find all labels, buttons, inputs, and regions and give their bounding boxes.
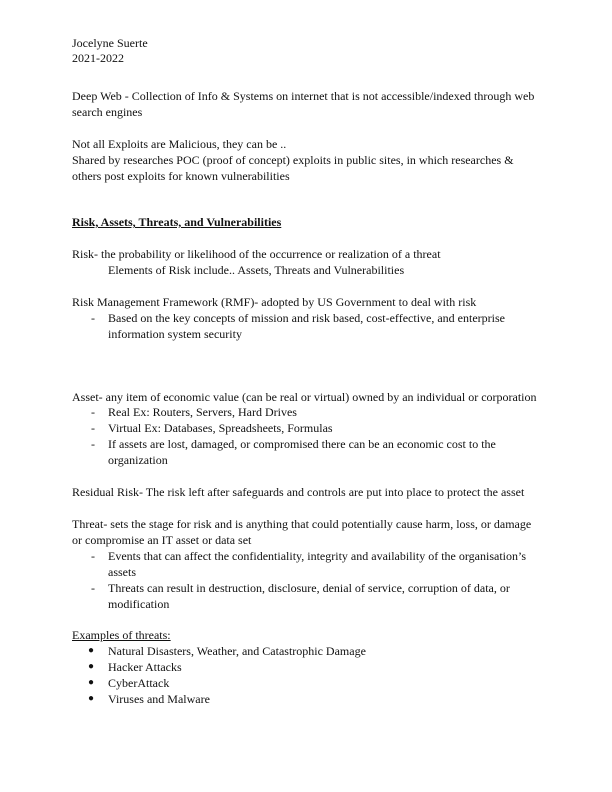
rmf-definition: Risk Management Framework (RMF)- adopted by US Government to deal with risk	[72, 295, 477, 309]
dash-icon: -	[91, 421, 95, 435]
author-name: Jocelyne Suerte	[72, 36, 148, 50]
bullet-icon: ●	[88, 677, 95, 688]
risk-elements: Elements of Risk include.. Assets, Threats and Vulnerabilities	[108, 263, 405, 277]
deep-web-line: Deep Web - Collection of Info & Systems on internet that is not accessible/indexed through web	[72, 89, 535, 103]
list-item: Real Ex: Routers, Servers, Hard Drives	[108, 405, 297, 419]
list-item: Viruses and Malware	[108, 692, 210, 706]
list-item: information system security	[108, 327, 242, 341]
dash-icon: -	[91, 549, 95, 563]
residual-risk: Residual Risk- The risk left after safeguards and controls are put into place to protect the asset	[72, 485, 525, 499]
list-item: Threats can result in destruction, disclosure, denial of service, corruption of data, or	[108, 581, 510, 595]
exploits-line: others post exploits for known vulnerabilities	[72, 169, 290, 183]
list-item: Hacker Attacks	[108, 660, 182, 674]
list-item: Virtual Ex: Databases, Spreadsheets, Formulas	[108, 421, 333, 435]
threat-definition: or compromise an IT asset or data set	[72, 533, 252, 547]
dash-icon: -	[91, 581, 95, 595]
threat-definition: Threat- sets the stage for risk and is anything that could potentially cause harm, loss, or damage	[72, 517, 532, 531]
dash-icon: -	[91, 437, 95, 451]
section-heading: Risk, Assets, Threats, and Vulnerabilities	[72, 215, 282, 229]
dash-icon: -	[91, 405, 95, 419]
list-item: CyberAttack	[108, 676, 170, 690]
bullet-icon: ●	[88, 645, 95, 656]
deep-web-line: search engines	[72, 105, 143, 119]
list-item: If assets are lost, damaged, or compromised there can be an economic cost to the	[108, 437, 496, 451]
exploits-line: Shared by researches POC (proof of concept) exploits in public sites, in which researches &	[72, 153, 514, 167]
list-item: modification	[108, 597, 170, 611]
exploits-line: Not all Exploits are Malicious, they can be ..	[72, 137, 287, 151]
dash-icon: -	[91, 311, 95, 325]
list-item: Events that can affect the confidentiality, integrity and availability of the organisation’s	[108, 549, 526, 563]
examples-label: Examples of threats:	[72, 628, 171, 642]
risk-definition: Risk- the probability or likelihood of the occurrence or realization of a threat	[72, 247, 441, 261]
list-item: Natural Disasters, Weather, and Catastrophic Damage	[108, 644, 366, 658]
list-item: Based on the key concepts of mission and risk based, cost-effective, and enterprise	[108, 311, 505, 325]
asset-definition: Asset- any item of economic value (can be real or virtual) owned by an individual or corporation	[72, 390, 537, 404]
bullet-icon: ●	[88, 693, 95, 704]
bullet-icon: ●	[88, 661, 95, 672]
year: 2021-2022	[72, 51, 124, 65]
list-item: assets	[108, 565, 136, 579]
list-item: organization	[108, 453, 168, 467]
